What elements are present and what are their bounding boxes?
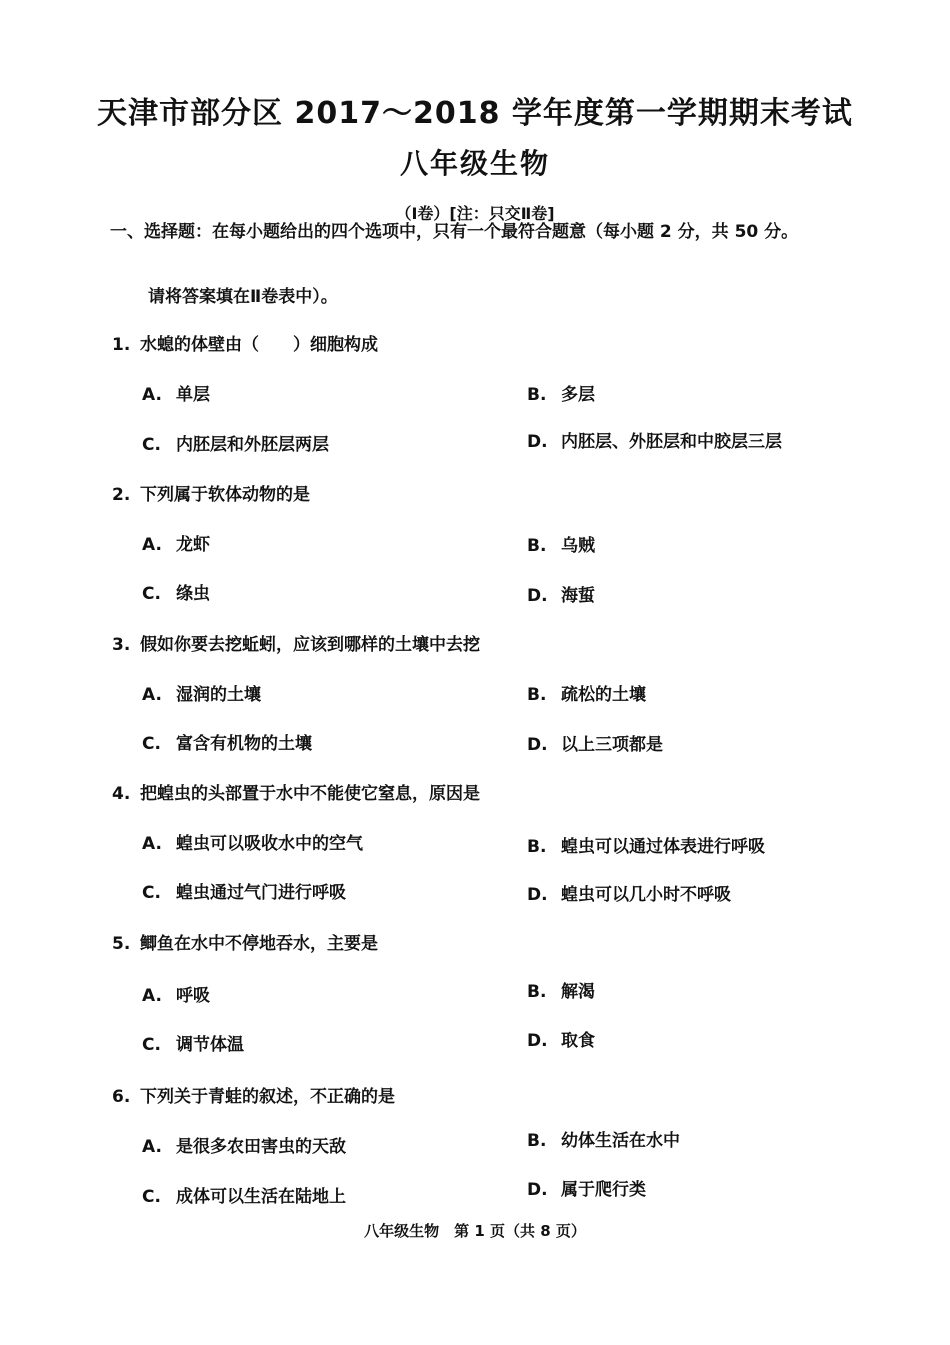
question-text: 下列属于软体动物的是 xyxy=(140,485,310,505)
exam-subject: 八年级生物 xyxy=(399,147,550,180)
question-6 xyxy=(112,1082,395,1107)
q5-option-d: D. 取食 xyxy=(527,1031,595,1051)
question-1 xyxy=(112,330,378,355)
q2-option-b: B. 乌贼 xyxy=(527,536,595,556)
question-5 xyxy=(112,929,378,954)
q4-option-b: B. 蝗虫可以通过体表进行呼吸 xyxy=(527,837,765,857)
q3-option-a: A. 湿润的土壤 xyxy=(142,685,261,705)
question-number: 5. xyxy=(112,934,131,954)
question-number: 3. xyxy=(112,635,131,655)
page-footer: 八年级生物 第 1 页（共 8 页） xyxy=(364,1222,586,1240)
question-text: 水螅的体壁由（ ）细胞构成 xyxy=(140,335,378,355)
question-text: 把蝗虫的头部置于水中不能使它窒息，原因是 xyxy=(140,784,480,804)
question-number: 1. xyxy=(112,335,131,355)
exam-title: 天津市部分区 2017～2018 学年度第一学期期末考试 xyxy=(97,96,853,131)
q1-option-a: A. 单层 xyxy=(142,385,210,405)
question-text: 下列关于青蛙的叙述，不正确的是 xyxy=(140,1087,395,1107)
q3-option-d: D. 以上三项都是 xyxy=(527,735,663,755)
q3-option-b: B. 疏松的土壤 xyxy=(527,685,646,705)
question-2 xyxy=(112,480,310,505)
q4-option-a: A. 蝗虫可以吸收水中的空气 xyxy=(142,834,363,854)
q6-option-a: A. 是很多农田害虫的天敌 xyxy=(142,1137,346,1157)
question-3 xyxy=(112,630,480,655)
q6-option-c: C. 成体可以生活在陆地上 xyxy=(142,1187,346,1207)
section-instructions-cont: 请将答案填在Ⅱ卷表中）。 xyxy=(148,287,338,307)
question-number: 2. xyxy=(112,485,131,505)
question-text: 假如你要去挖蚯蚓，应该到哪样的土壤中去挖 xyxy=(140,635,480,655)
section-instructions: 一、选择题：在每小题给出的四个选项中，只有一个最符合题意（每小题 2 分，共 50 分。 xyxy=(110,222,799,242)
question-number: 6. xyxy=(112,1087,131,1107)
q5-option-c: C. 调节体温 xyxy=(142,1035,244,1055)
q6-option-d: D. 属于爬行类 xyxy=(527,1180,646,1200)
q1-option-d: D. 内胚层、外胚层和中胶层三层 xyxy=(527,432,782,452)
q1-option-c: C. 内胚层和外胚层两层 xyxy=(142,435,329,455)
q1-option-b: B. 多层 xyxy=(527,385,595,405)
volume-note: （Ⅰ卷）[注：只交Ⅱ卷] xyxy=(395,204,555,223)
q5-option-a: A. 呼吸 xyxy=(142,986,210,1006)
question-text: 鲫鱼在水中不停地吞水，主要是 xyxy=(140,934,378,954)
q2-option-a: A. 龙虾 xyxy=(142,535,210,555)
q4-option-d: D. 蝗虫可以几小时不呼吸 xyxy=(527,885,731,905)
q2-option-c: C. 绦虫 xyxy=(142,584,210,604)
q2-option-d: D. 海蜇 xyxy=(527,586,595,606)
q3-option-c: C. 富含有机物的土壤 xyxy=(142,734,312,754)
q6-option-b: B. 幼体生活在水中 xyxy=(527,1131,680,1151)
q4-option-c: C. 蝗虫通过气门进行呼吸 xyxy=(142,883,346,903)
question-number: 4. xyxy=(112,784,131,804)
q5-option-b: B. 解渴 xyxy=(527,982,595,1002)
question-4 xyxy=(112,779,480,804)
